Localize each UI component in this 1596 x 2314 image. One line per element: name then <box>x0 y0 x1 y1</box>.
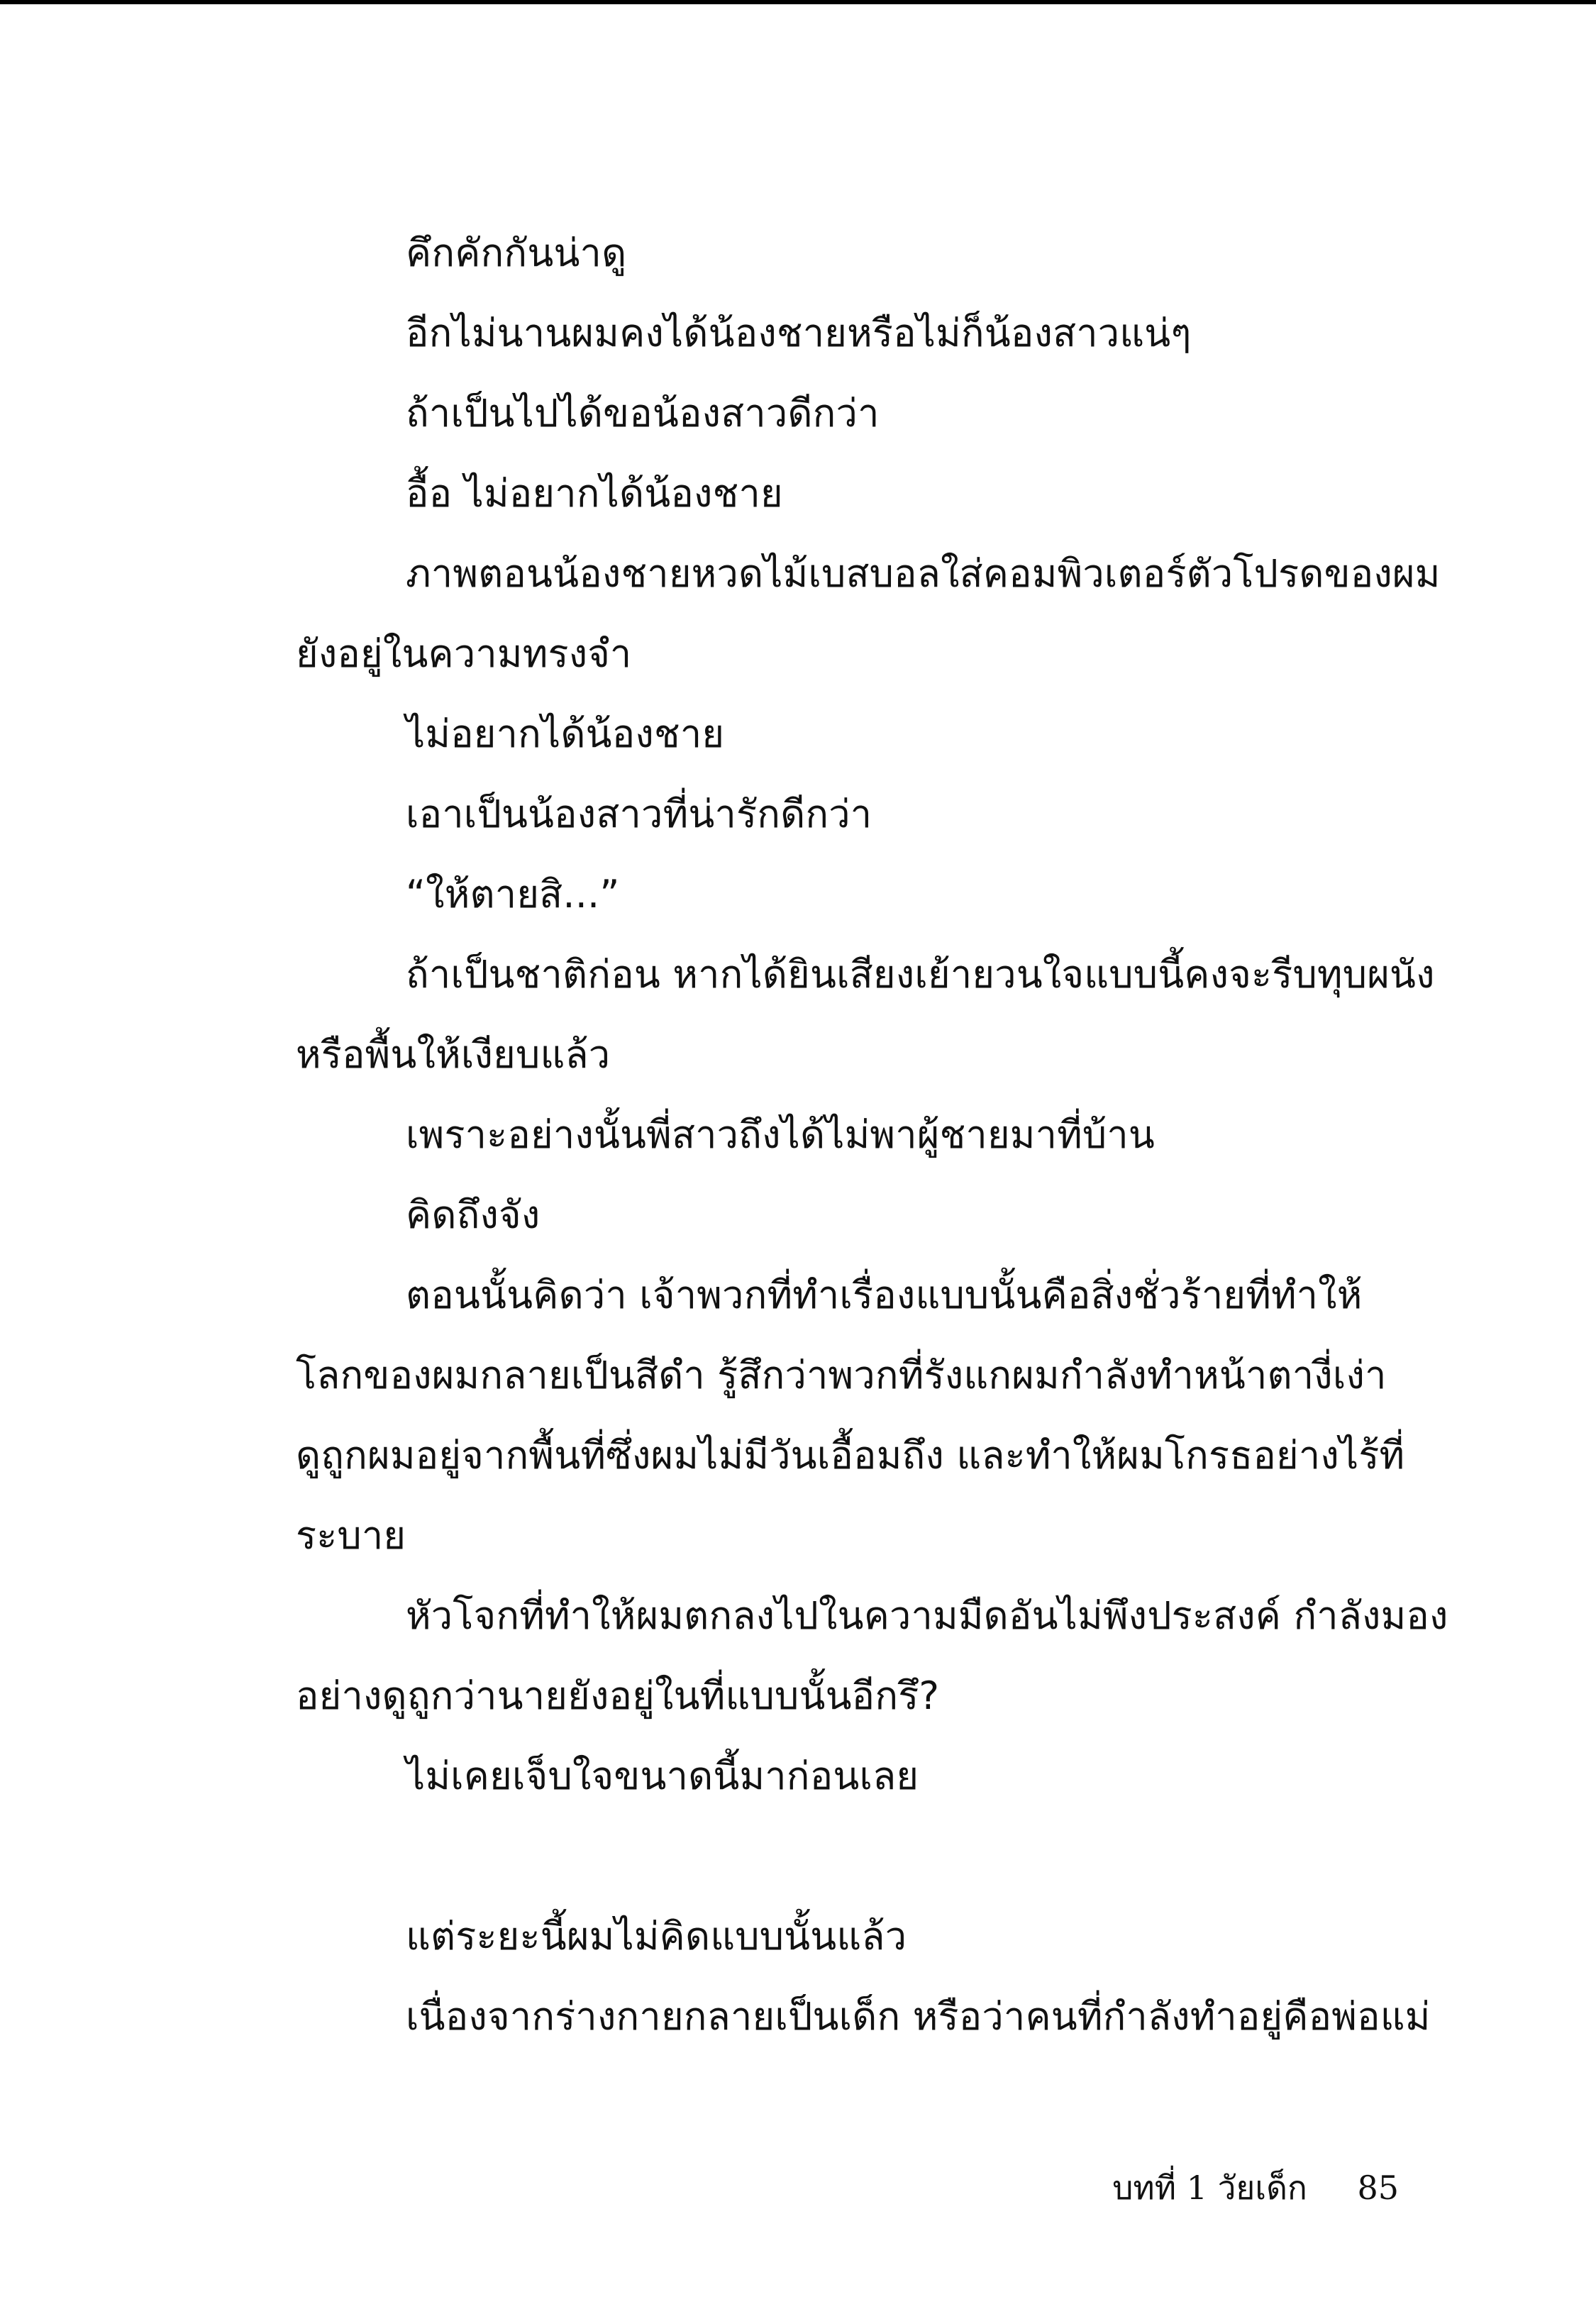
text-line: ถ้าเป็นไปได้ขอน้องสาวดีกว่า <box>406 391 880 436</box>
text-line: ไม่เคยเจ็บใจขนาดนี้มาก่อนเลย <box>406 1754 919 1798</box>
text-line: เอาเป็นน้องสาวที่น่ารักดีกว่า <box>406 792 872 836</box>
text-line: เพราะอย่างนั้นพี่สาวถึงได้ไม่พาผู้ชายมาที่บ้าน <box>406 1112 1156 1157</box>
chapter-title: บทที่ 1 วัยเด็ก <box>1112 2169 1307 2207</box>
text-line: แต่ระยะนี้ผมไม่คิดแบบนั้นแล้ว <box>406 1914 907 1959</box>
text-line: คิดถึงจัง <box>406 1192 541 1237</box>
page-number: 85 <box>1357 2169 1399 2207</box>
text-line: ไม่อยากได้น้องชาย <box>406 712 725 756</box>
text-line: หัวโจกที่ทำให้ผมตกลงไปในความมืดอันไม่พึงประสงค์ กำลังมอง <box>406 1593 1448 1638</box>
text-line: หรือพื้นให้เงียบแล้ว <box>296 1032 611 1077</box>
text-line: ภาพตอนน้องชายหวดไม้เบสบอลใส่คอมพิวเตอร์ตัวโปรดของผม <box>406 551 1441 596</box>
running-footer <box>1112 2162 1399 2214</box>
text-line: ตอนนั้นคิดว่า เจ้าพวกที่ทำเรื่องแบบนั้นคือสิ่งชั่วร้ายที่ทำให้ <box>406 1273 1363 1317</box>
text-line: “ให้ตายสิ...” <box>406 872 620 917</box>
text-line: ถ้าเป็นชาติก่อน หากได้ยินเสียงเย้ายวนใจแบบนี้คงจะรีบทุบผนัง <box>406 952 1435 997</box>
text-line: อื้อ ไม่อยากได้น้องชาย <box>406 471 783 516</box>
text-line: ดูถูกผมอยู่จากพื้นที่ซึ่งผมไม่มีวันเอื้อมถึง และทำให้ผมโกรธอย่างไร้ที่ <box>296 1433 1405 1478</box>
text-line: ระบาย <box>296 1513 406 1558</box>
text-line: ยังอยู่ในความทรงจำ <box>296 631 632 676</box>
text-line: เนื่องจากร่างกายกลายเป็นเด็ก หรือว่าคนที่กำลังทำอยู่คือพ่อแม่ <box>406 1994 1431 2039</box>
text-line: อย่างดูถูกว่านายยังอยู่ในที่แบบนั้นอีกรึ? <box>296 1673 940 1718</box>
text-line: อีกไม่นานผมคงได้น้องชายหรือไม่ก็น้องสาวแน่ๆ <box>406 311 1192 355</box>
text-line: โลกของผมกลายเป็นสีดำ รู้สึกว่าพวกที่รังแกผมกำลังทำหน้าตางี่เง่า <box>296 1353 1387 1397</box>
text-line: คึกคักกันน่าดู <box>406 231 627 275</box>
